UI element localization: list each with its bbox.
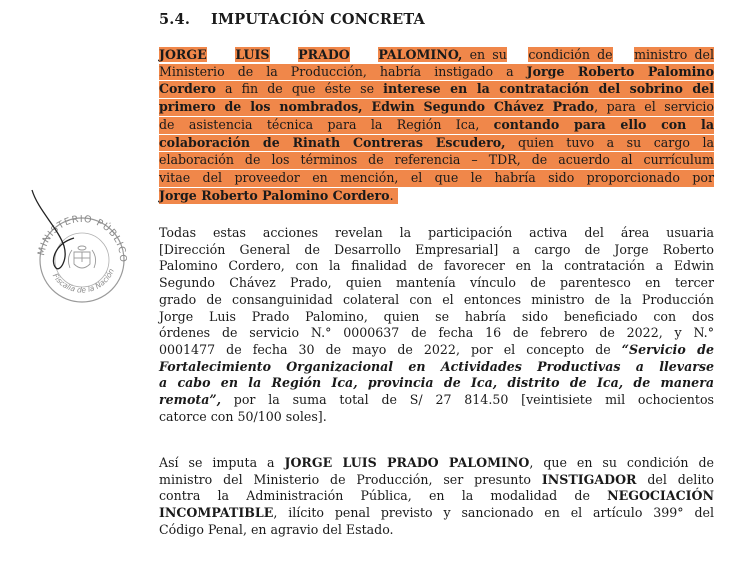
bold-run: interese en la contratación del sobrino del: [383, 81, 714, 97]
section-number: 5.4.: [159, 11, 191, 28]
text-run: , que en su condición de: [529, 455, 714, 470]
bold-run: primero de los nombrados, Edwin Segundo Chávez Prado: [159, 99, 595, 115]
text-run: por la suma total de S/ 27 814.50 [veintisiete mil ochocientos: [220, 392, 714, 408]
highlighted-word: LUIS: [235, 47, 270, 62]
section-heading: [159, 11, 425, 28]
text-line: [159, 488, 714, 505]
text-run: quien tuvo a su cargo la: [505, 134, 714, 150]
text-line: [159, 64, 714, 81]
highlighted-word: ministro del: [634, 47, 715, 62]
text-line: órdenes de servicio N.° 0000637 de fecha 16 de febrero de 2022, y N.°: [159, 325, 714, 341]
bold-run: INCOMPATIBLE: [159, 505, 274, 521]
bold-run: Jorge Roberto Palomino: [526, 63, 714, 79]
svg-text:Fiscalía de la Nación: [51, 267, 116, 295]
bold-run: contando para ello con la: [493, 116, 714, 132]
text-run: vitae del proveedor en mención, el que le habría sido proporcionado por: [159, 169, 714, 185]
text-run: contra la Administración Pública, en la modalidad de: [159, 488, 608, 504]
text-line: Código Penal, en agravio del Estado.: [159, 521, 394, 537]
text-line: [159, 99, 714, 116]
text-line: [159, 47, 714, 64]
highlighted-word: PRADO: [298, 47, 350, 62]
text-line: [159, 505, 714, 522]
text-run: elaboración de los términos de referencia – TDR, de acuerdo al currículum: [159, 152, 714, 168]
text-line: [159, 135, 714, 152]
text-line: Fortalecimiento Organizacional en Actividades Productivas a llevarse: [159, 358, 714, 374]
text-line: Palomino Cordero, con la finalidad de favorecer en la contratación a Edwin: [159, 258, 714, 274]
text-run: de asistencia técnica para la Región Ica,: [159, 116, 494, 132]
text-line: catorce con 50/100 soles].: [159, 408, 327, 424]
highlighted-word: JORGE: [159, 47, 207, 62]
text-run: 0001477 de fecha 30 de mayo de 2022, por el concepto de: [159, 341, 622, 357]
stamp-bottom-text: Fiscalía de la Nación: [50, 267, 116, 295]
text-line: [Dirección General de Desarrollo Empresarial] a cargo de Jorge Roberto: [159, 241, 714, 257]
text-line: a cabo en la Región Ica, provincia de Ica, distrito de Ica, de manera: [159, 375, 714, 391]
seal-graphic: [14, 188, 134, 303]
text-line: Jorge Luis Prado Palomino, quien se habría sido beneficiado con dos: [159, 308, 714, 324]
bold-run: INSTIGADOR: [541, 471, 637, 487]
text-run: .: [389, 187, 394, 203]
text-line: [159, 392, 714, 409]
text-line: [159, 188, 398, 205]
text-run: Así se imputa a: [159, 455, 285, 470]
text-line: Segundo Chávez Prado, quien mantenía vínculo de parentesco en tercer: [159, 275, 714, 291]
bold-run: JORGE LUIS PRADO PALOMINO: [284, 455, 530, 470]
text-run: , para el servicio: [594, 99, 714, 115]
text-line: [159, 117, 714, 134]
bold-italic-run: “Servicio de: [621, 341, 714, 357]
bold-run: NEGOCIACIÓN: [607, 488, 714, 504]
text-line: [159, 170, 714, 187]
text-run: a fin de que éste se: [215, 81, 384, 97]
paragraph-actions: [159, 225, 714, 425]
section-title: IMPUTACIÓN CONCRETA: [211, 11, 426, 28]
text-line: [159, 152, 714, 169]
highlighted-word: [462, 47, 469, 62]
text-line: Todas estas acciones revelan la participación activa del área usuaria: [159, 225, 714, 240]
peru-coat-of-arms-icon: [68, 246, 95, 268]
text-line: [159, 472, 714, 489]
bold-run: colaboración de Rinath Contreras Escudero,: [159, 134, 506, 150]
highlighted-word: en su: [469, 47, 507, 62]
paragraph-charge: [159, 455, 714, 539]
text-run: ministro del Ministerio de Producción, ser presunto: [159, 471, 542, 487]
bold-italic-run: remota”,: [159, 392, 221, 408]
bold-run: Cordero: [159, 81, 216, 97]
text-line: [159, 455, 714, 472]
text-run: Ministerio de la Producción, habría instigado a: [159, 63, 527, 79]
paragraph-imputation-highlighted: [159, 47, 714, 205]
highlighted-word: PALOMINO,: [378, 47, 463, 62]
text-line: [159, 342, 714, 359]
text-line: [159, 81, 714, 98]
text-run: del delito: [636, 471, 714, 487]
highlighted-word: condición de: [528, 47, 613, 62]
bold-run: Jorge Roberto Palomino Cordero: [159, 187, 390, 203]
text-line: grado de consanguinidad colateral con el entonces ministro de la Producción: [159, 291, 714, 307]
text-run: , ilícito penal previsto y sancionado en el artículo 399° del: [273, 505, 714, 521]
stamp-ministerio-publico: [14, 188, 134, 303]
stamp-top-text: MINISTERIO PÚBLICO: [36, 213, 129, 264]
